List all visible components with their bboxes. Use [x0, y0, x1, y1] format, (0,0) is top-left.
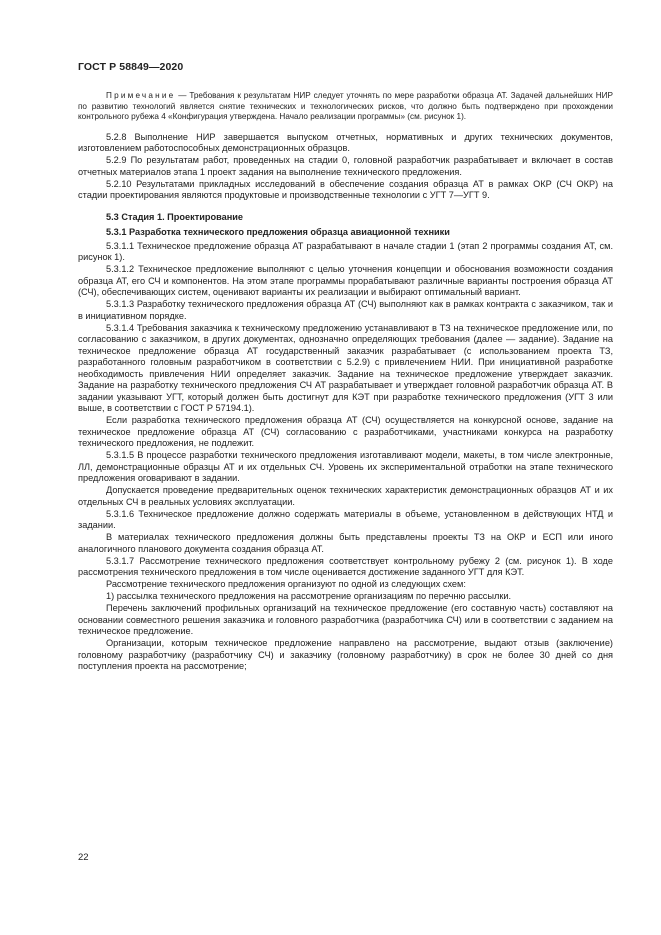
- paragraph-tz-drafts: В материалах технического предложения должны быть представлены проекты ТЗ на ОКР и ЕСП или иного аналогичного планового документа создания образца АТ.: [78, 532, 613, 554]
- paragraph-5-3-1-5: 5.3.1.5 В процессе разработки технического предложения изготавливают модели, макеты, в том числе электронные, ЛЛ, демонстрационные образцы АТ и их отдельных СЧ. Уровень их экспериментальной отработки на этапе технического предложения оговаривают в задании.: [78, 450, 613, 484]
- section-heading-5-3-1: 5.3.1 Разработка технического предложения образца авиационной техники: [106, 227, 450, 238]
- paragraph-5-2-9: 5.2.9 По результатам работ, проведенных на стадии 0, головной разработчик разрабатывает и включает в состав отчетных материалов этапа 1 проект задания на выполнение технического предложения.: [78, 155, 613, 177]
- paragraph-5-3-1-3: 5.3.1.3 Разработку технического предложения образца АТ (СЧ) выполняют как в рамках контракта с заказчиком, так и в инициативном порядке.: [78, 299, 613, 321]
- list-item-1: 1) рассылка технического предложения на рассмотрение организациям по перечню рассылки.: [106, 591, 512, 602]
- paragraph-competitive-basis: Если разработка технического предложения образца АТ (СЧ) осуществляется на конкурсной основе, задание на техническое предложение образца АТ (СЧ) согласованию с разработчиками, участниками конкурса на разработку технического предложения, не подлежит.: [78, 415, 613, 449]
- paragraph-5-3-1-6: 5.3.1.6 Техническое предложение должно содержать материалы в объеме, установленном в действующих НТД и задании.: [78, 508, 613, 531]
- note-text: — Требования к результатам НИР следует уточнять по мере разработки образца АТ. Задачей дальнейших НИР по развитию технологий является снятие технических и технологических рисков, что должно быть подтверждено при прохождении контрольного рубежа 4 «Конфигурация утверждена. Начало реализации программы» (см. рисунок 1).: [78, 91, 613, 122]
- paragraph-5-3-1-7: 5.3.1.7 Рассмотрение технического предложения соответствует контрольному рубежу 2 (см. рисунок 1). В ходе рассмотрения технического предложения в том числе оценивается достижение заданного УГТ для КЭТ.: [78, 555, 613, 578]
- paragraph-5-2-8: 5.2.8 Выполнение НИР завершается выпуском отчетных, нормативных и других технических документов, изготовлением работоспособных демонстрационных образцов.: [78, 131, 613, 154]
- page-number: 22: [78, 852, 89, 863]
- paragraph-5-2-10: 5.2.10 Результатами прикладных исследований в обеспечение создания образца АТ в рамках ОКР (СЧ ОКР) на стадии проектирования являются продуктовые и производственные технологии с УГТ 7—УГТ 9.: [78, 178, 613, 201]
- paragraph-5-3-1-4: 5.3.1.4 Требования заказчика к техническому предложению устанавливают в ТЗ на техническое предложение или, по согласованию с заказчиком, в других документах, однозначно определяющих требования (далее — задание). Задание на техническое предложение образца АТ государственный заказчик разрабатывает (с использованием проекта ТЗ, разработанного головным разработчиком в соответствии с 5.2.9) с привлечением НИИ. При инициативной разработке необходимость привлечения НИИ определяет заказчик. Задание на техническое предложение утверждает заказчик. Задание на разработку технического предложения СЧ АТ разрабатывает и утверждает головной разработчик образца АТ. В задании указывают УГТ, который должен быть достигнут для КЭТ при разработке технического предложения (УГТ 3 или выше, в соответствии с ГОСТ Р 57194.1).: [78, 322, 613, 414]
- paragraph-organizations-review: Организации, которым техническое предложение направлено на рассмотрение, выдают отзыв (заключение) головному разработчику (разработчику СЧ) и заказчику (головному разработчику) в срок не более 30 дней со дня поступления проекта на рассмотрение;: [78, 638, 613, 672]
- note-paragraph: [78, 91, 613, 123]
- note-label: Примечание: [106, 91, 176, 100]
- paragraph-5-3-1-2: 5.3.1.2 Техническое предложение выполняют с целью уточнения концепции и обоснования возможности создания образца АТ, его СЧ и компонентов. На этом этапе программы прорабатывают различные варианты построения образца АТ (СЧ), обеспечивающих систем, оценивают варианты их реализации и выбирают оптимальный вариант.: [78, 264, 613, 298]
- paragraph-conclusions-list: Перечень заключений профильных организаций на техническое предложение (его составную часть) составляют на основании совместного решения заказчика и головного разработчика (разработчика СЧ) или в соответствии с заданием на техническое предложение.: [78, 603, 613, 637]
- section-heading-5-3: 5.3 Стадия 1. Проектирование: [106, 211, 244, 222]
- paragraph-review-schemes: Рассмотрение технического предложения организуют по одной из следующих схем:: [106, 579, 466, 590]
- document-body: [78, 91, 613, 673]
- paragraph-preliminary-evaluation: Допускается проведение предварительных оценок технических характеристик демонстрационных образцов АТ и их отдельных СЧ в реальных условиях эксплуатации.: [78, 485, 613, 507]
- paragraph-5-3-1-1: 5.3.1.1 Техническое предложение образца АТ разрабатывают в начале стадии 1 (этап 2 программы создания АТ, см. рисунок 1).: [78, 240, 613, 263]
- document-header: ГОСТ Р 58849—2020: [78, 61, 184, 73]
